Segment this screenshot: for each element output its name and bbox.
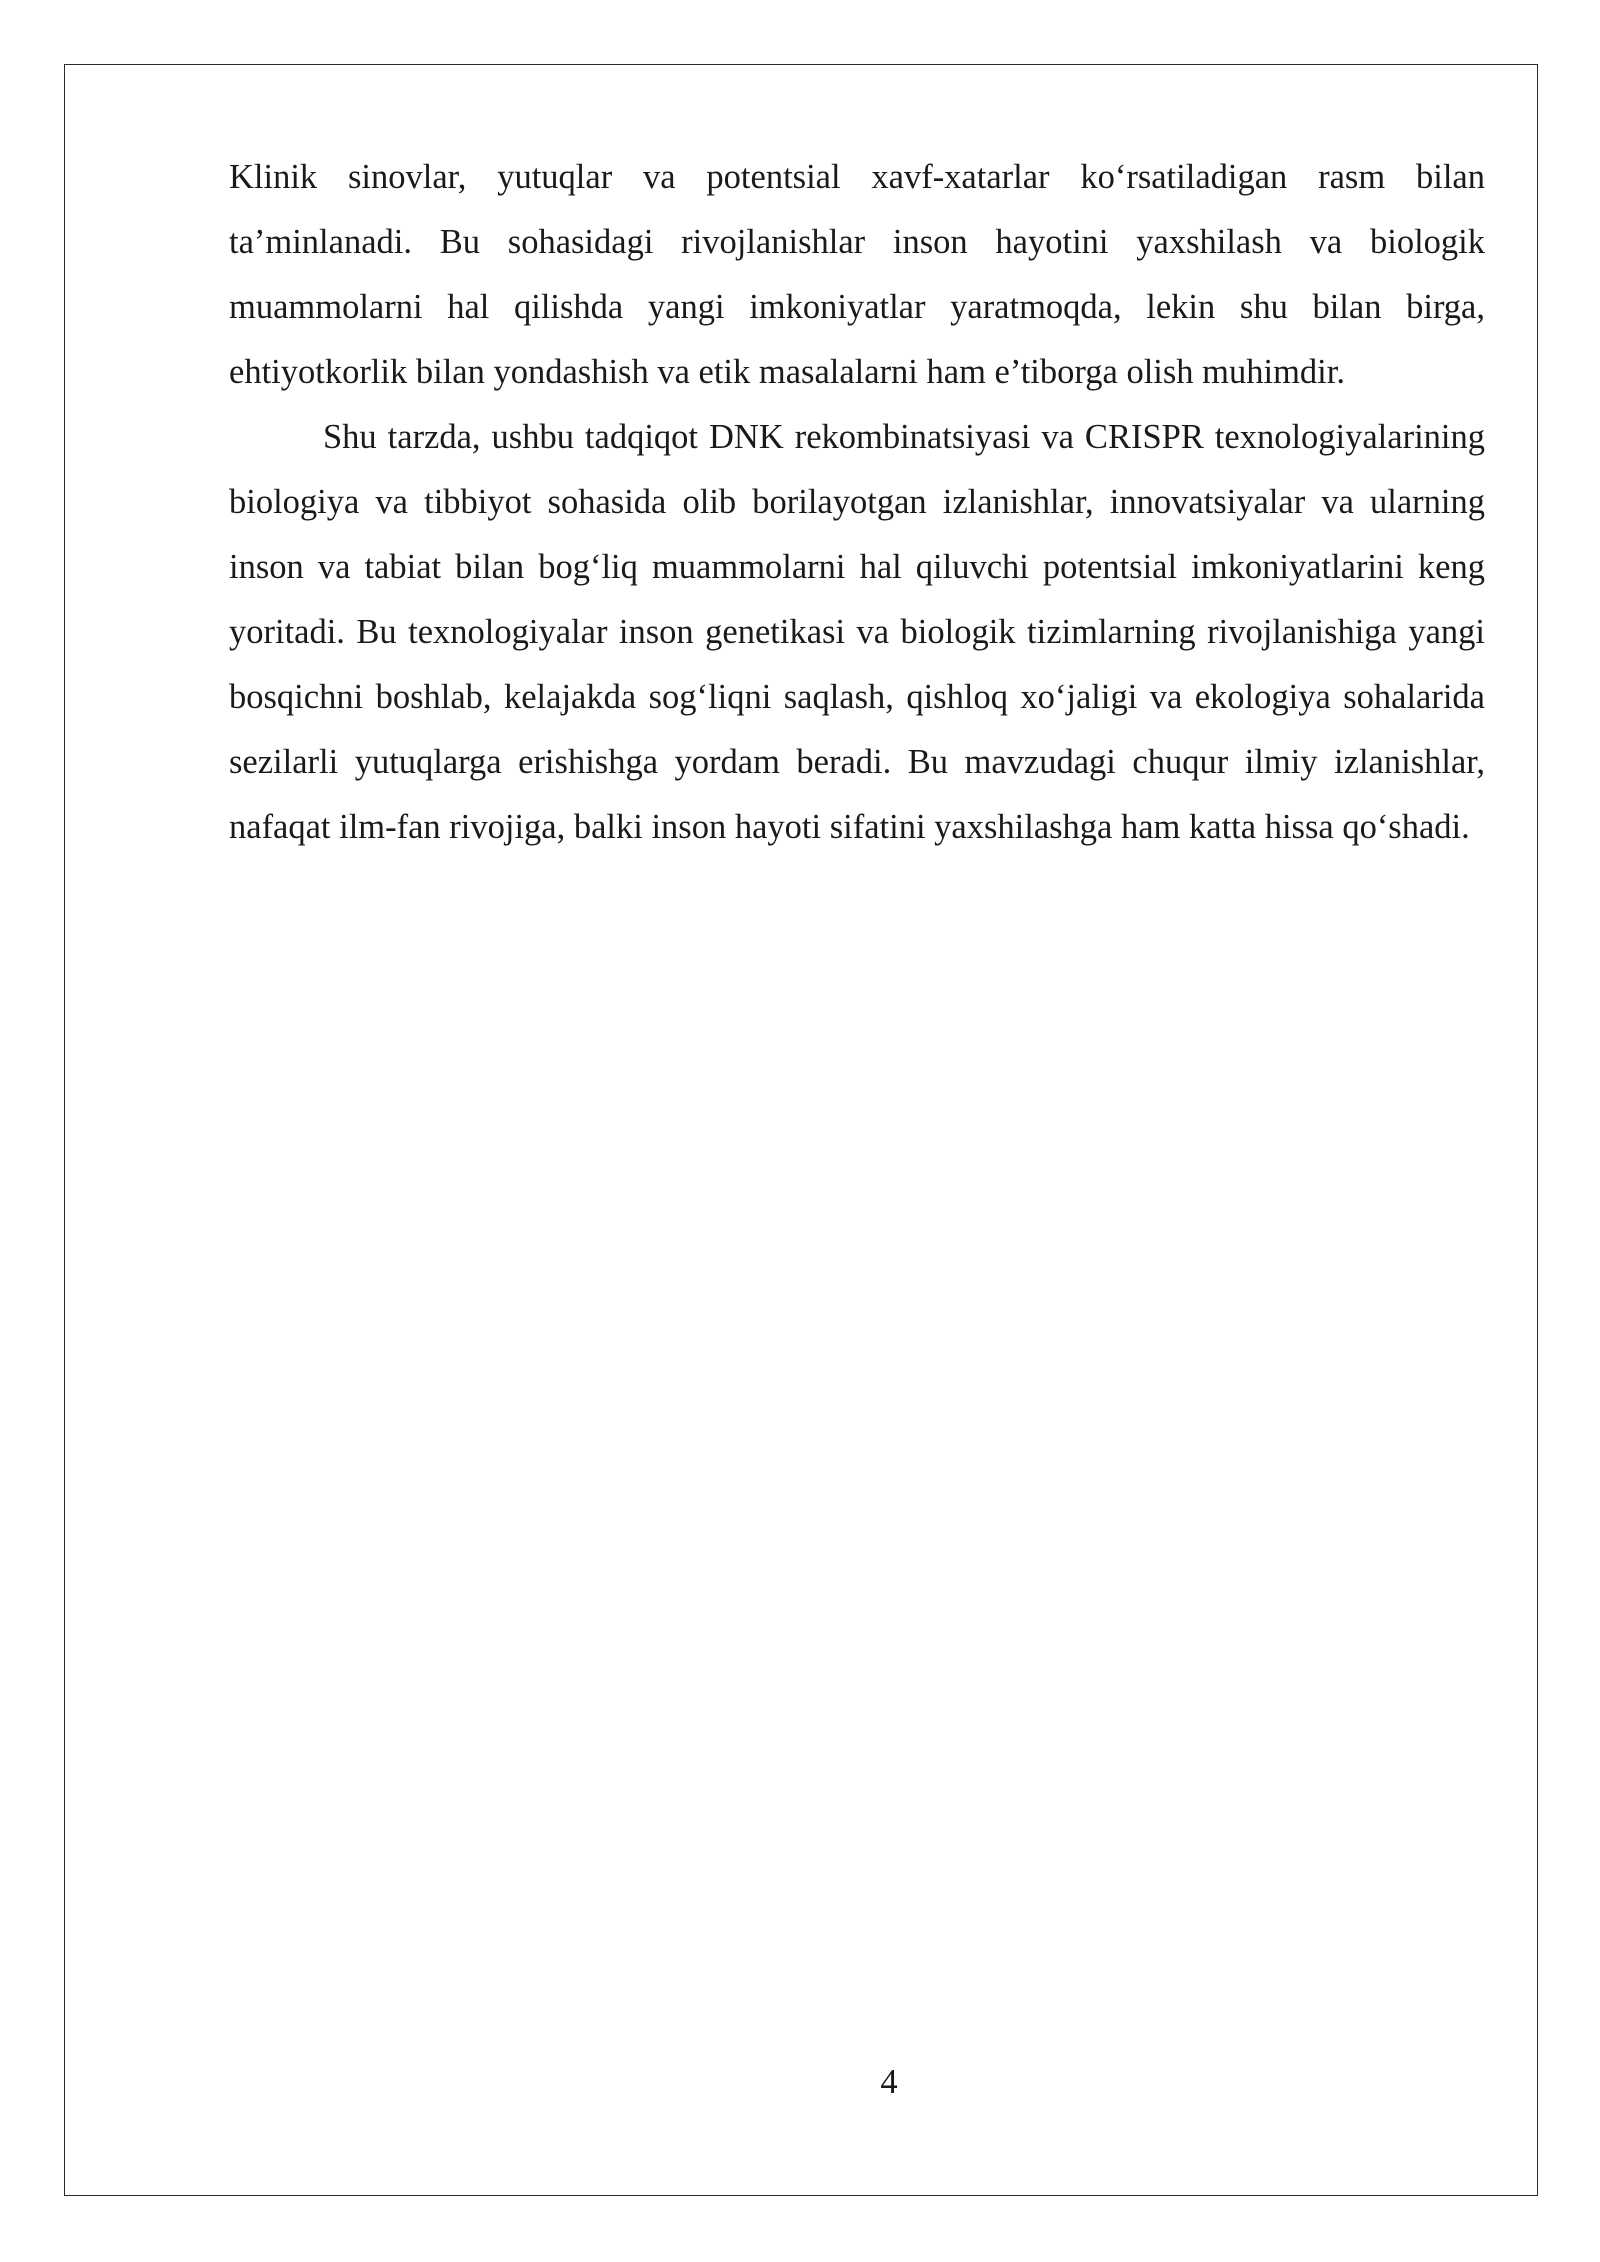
paragraph-conclusion: Shu tarzda, ushbu tadqiqot DNK rekombinatsiyasi va CRISPR texnologiyalarining biologiya va tibbiyot sohasida olib borilayotgan izlanishlar, innovatsiyalar va ularning inson va tabiat bilan bog‘liq muammolarni hal qiluvchi potentsial imkoniyatlarini keng yoritadi. Bu texnologiyalar inson genetikasi va biologik tizimlarning rivojlanishiga yangi bosqichni boshlab, kelajakda sog‘liqni saqlash, qishloq xo‘jaligi va ekologiya sohalarida sezilarli yutuqlarga erishishga yordam beradi. Bu mavzudagi chuqur ilmiy izlanishlar, nafaqat ilm-fan rivojiga, balki inson hayoti sifatini yaxshilashga ham katta hissa qo‘shadi. [229,418,1485,846]
document-body [229,145,1485,860]
paragraph-continuation: Klinik sinovlar, yutuqlar va potentsial xavf-xatarlar ko‘rsatiladigan rasm bilan ta’minlanadi. Bu sohasidagi rivojlanishlar inson hayotini yaxshilash va biologik muammolarni hal qilishda yangi imkoniyatlar yaratmoqda, lekin shu bilan birga, ehtiyotkorlik bilan yondashish va etik masalalarni ham e’tiborga olish muhimdir. [229,158,1485,391]
page-number: 4 [880,2063,898,2101]
